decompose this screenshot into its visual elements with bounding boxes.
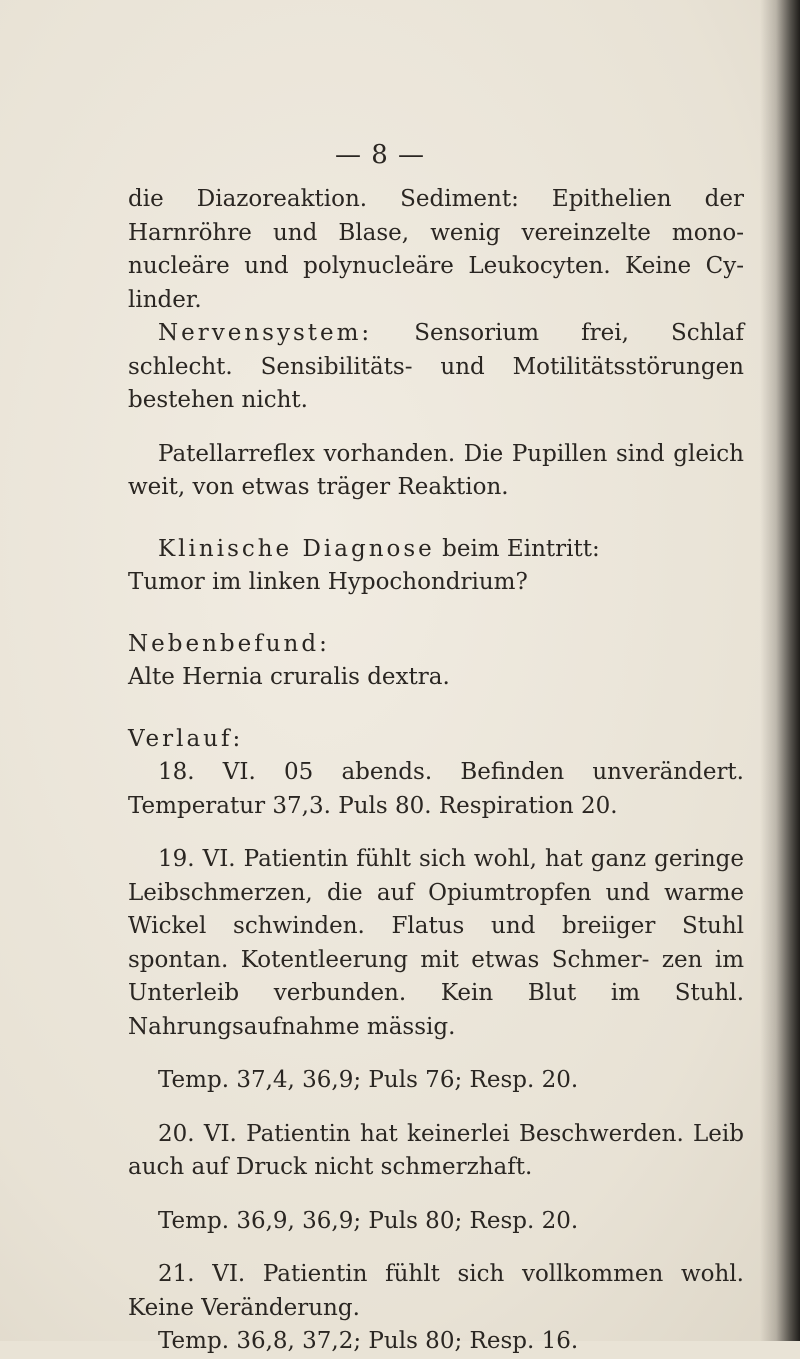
- book-edge-shadow: [760, 0, 800, 1341]
- paragraph-entry-21: 21. VI. Patientin fühlt sich vollkommen wohl. Keine Veränderung.: [128, 1261, 744, 1321]
- paragraph-vitals-20: Temp. 36,9, 36,9; Puls 80; Resp. 20.: [158, 1207, 579, 1234]
- paragraph-reflexes: Patellarreflex vorhanden. Die Pupillen sind gleich weit, von etwas träger Reaktion.: [128, 440, 744, 500]
- paragraph-urine-sediment: die Diazoreaktion. Sediment: Epithelien der Harnröhre und Blase, wenig vereinzelte mono- nucleäre und polynucleäre Leukocyten. Keine Cy- linder.: [128, 186, 744, 313]
- heading-nervensystem: Nervensystem:: [158, 320, 373, 346]
- paragraph-course-heading: [128, 723, 744, 757]
- paragraph-vitals-21: Temp. 36,8, 37,2; Puls 80; Resp. 16.: [158, 1328, 579, 1354]
- heading-klinische-diagnose: Klinische Diagnose: [158, 535, 435, 562]
- paragraph-entry-20: 20. VI. Patientin hat keinerlei Beschwerden. Leib auch auf Druck nicht schmerzhaft.: [128, 1120, 744, 1180]
- paragraph-secondary-finding-heading: [128, 628, 744, 662]
- paragraph-diagnosis-line2: Tumor im linken Hypochondrium?: [128, 569, 528, 595]
- diagnosis-text: beim Eintritt:: [434, 535, 600, 562]
- paragraph-diagnosis: [128, 533, 744, 567]
- body-text: [128, 183, 744, 1359]
- paragraph-entry-19: 19. VI. Patientin fühlt sich wohl, hat ganz geringe Leibschmerzen, die auf Opiumtropfen und warme Wickel schwinden. Flatus und breiiger Stuhl spontan. Kotentleerung mit etwas Schmer- zen im Unterleib verbunden. Kein Blut im Stuhl. Nahrungsaufnahme mässig.: [128, 846, 744, 1040]
- paragraph-secondary-finding: Alte Hernia cruralis dextra.: [128, 664, 450, 690]
- paragraph-nervous-system: [128, 317, 744, 418]
- nervensystem-text: Sensorium frei, Schlaf schlecht. Sensibilitäts- und Motilitätsstörungen bestehen nicht.: [128, 320, 744, 413]
- page-number: — 8 —: [334, 140, 426, 170]
- heading-nebenbefund: Nebenbefund:: [128, 630, 330, 657]
- heading-verlauf: Verlauf:: [128, 725, 244, 752]
- paragraph-entry-18: 18. VI. 05 abends. Befinden unverändert. Temperatur 37,3. Puls 80. Respiration 20.: [128, 759, 744, 819]
- paragraph-vitals-19: Temp. 37,4, 36,9; Puls 76; Resp. 20.: [158, 1067, 579, 1093]
